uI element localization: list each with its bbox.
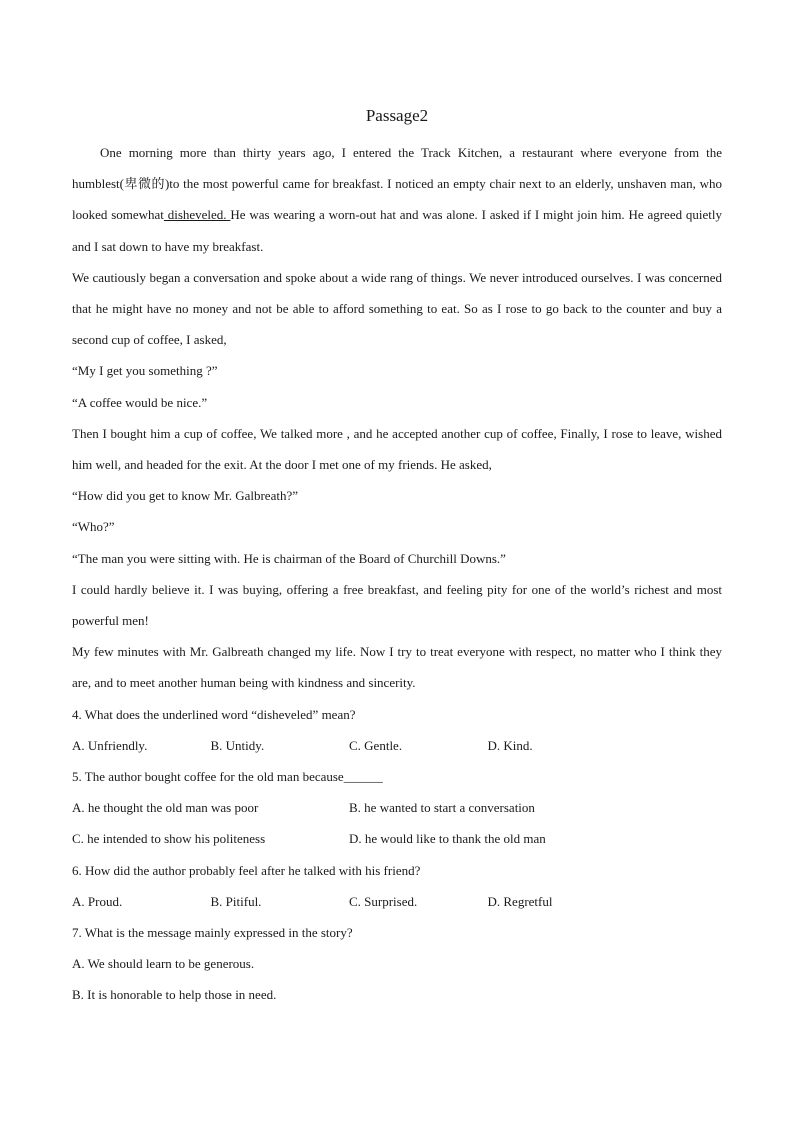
question-5-option-d: D. he would like to thank the old man	[349, 831, 546, 847]
question-4-options	[72, 730, 722, 761]
underlined-word: disheveled.	[163, 207, 231, 223]
question-4-option-d: D. Kind.	[487, 737, 533, 753]
question-5-option-c: C. he intended to show his politeness	[72, 831, 266, 847]
paragraph-1-text-a: One morning more than thirty years ago, I entered the Track Kitchen, a restaurant where everyone from the humblest(卑微的)to the most powerful came for breakfast. I noticed an empty chair next to an elderly, unshaven man, who looked somewhat	[72, 145, 722, 223]
question-6-option-a: A. Proud.	[72, 893, 123, 909]
dialogue-line-1: “My I get you something ?”	[72, 363, 218, 379]
question-7-stem: 7. What is the message mainly expressed in the story?	[72, 925, 353, 941]
question-5-option-b: B. he wanted to start a conversation	[349, 800, 535, 816]
question-4-option-b: B. Untidy.	[210, 737, 265, 753]
question-5-options-row-2	[72, 823, 722, 854]
question-7-option-a: A. We should learn to be generous.	[72, 956, 255, 972]
question-5-option-a: A. he thought the old man was poor	[72, 800, 259, 816]
paragraph-3: Then I bought him a cup of coffee, We talked more , and he accepted another cup of coffee, Finally, I rose to leave, wished him well, and headed for the exit. At the door I met one of my friends. He asked,	[72, 425, 722, 473]
paragraph-1-text-b: He was wearing a worn-out hat and was alone. I asked if I might join him. He agreed quietly and I sat down to have my breakfast.	[72, 207, 723, 254]
paragraph-4: I could hardly believe it. I was buying, offering a free breakfast, and feeling pity for one of the world’s richest and most powerful men!	[72, 581, 722, 629]
question-6-option-b: B. Pitiful.	[210, 893, 262, 909]
question-5-options-row-1	[72, 792, 722, 823]
dialogue-line-4: “Who?”	[72, 519, 115, 535]
dialogue-line-2: “A coffee would be nice.”	[72, 394, 208, 410]
dialogue-line-3: “How did you get to know Mr. Galbreath?”	[72, 488, 299, 504]
question-4-option-c: C. Gentle.	[349, 737, 403, 753]
question-4-option-a: A. Unfriendly.	[72, 737, 148, 753]
question-5-stem: 5. The author bought coffee for the old man because______	[72, 769, 383, 785]
paragraph-5: My few minutes with Mr. Galbreath changed my life. Now I try to treat everyone with respect, no matter who I think they are, and to meet another human being with kindness and sincerity.	[72, 644, 722, 691]
question-6-option-d: D. Regretful	[487, 893, 553, 909]
question-6-stem: 6. How did the author probably feel after he talked with his friend?	[72, 862, 421, 878]
question-4-stem: 4. What does the underlined word “disheveled” mean?	[72, 706, 356, 722]
question-6-options	[72, 886, 722, 917]
question-6-option-c: C. Surprised.	[349, 893, 418, 909]
paragraph-1	[72, 137, 722, 262]
passage-title: Passage2	[365, 106, 429, 125]
paragraph-2: We cautiously began a conversation and spoke about a wide rang of things. We never introduced ourselves. I was concerned that he might have no money and not be able to afford something to eat. So as I rose to go back to the counter and buy a second cup of coffee, I asked,	[72, 269, 722, 348]
passage-body	[72, 137, 722, 1011]
question-7-option-b: B. It is honorable to help those in need.	[72, 987, 277, 1003]
dialogue-line-5: “The man you were sitting with. He is chairman of the Board of Churchill Downs.”	[72, 550, 506, 566]
